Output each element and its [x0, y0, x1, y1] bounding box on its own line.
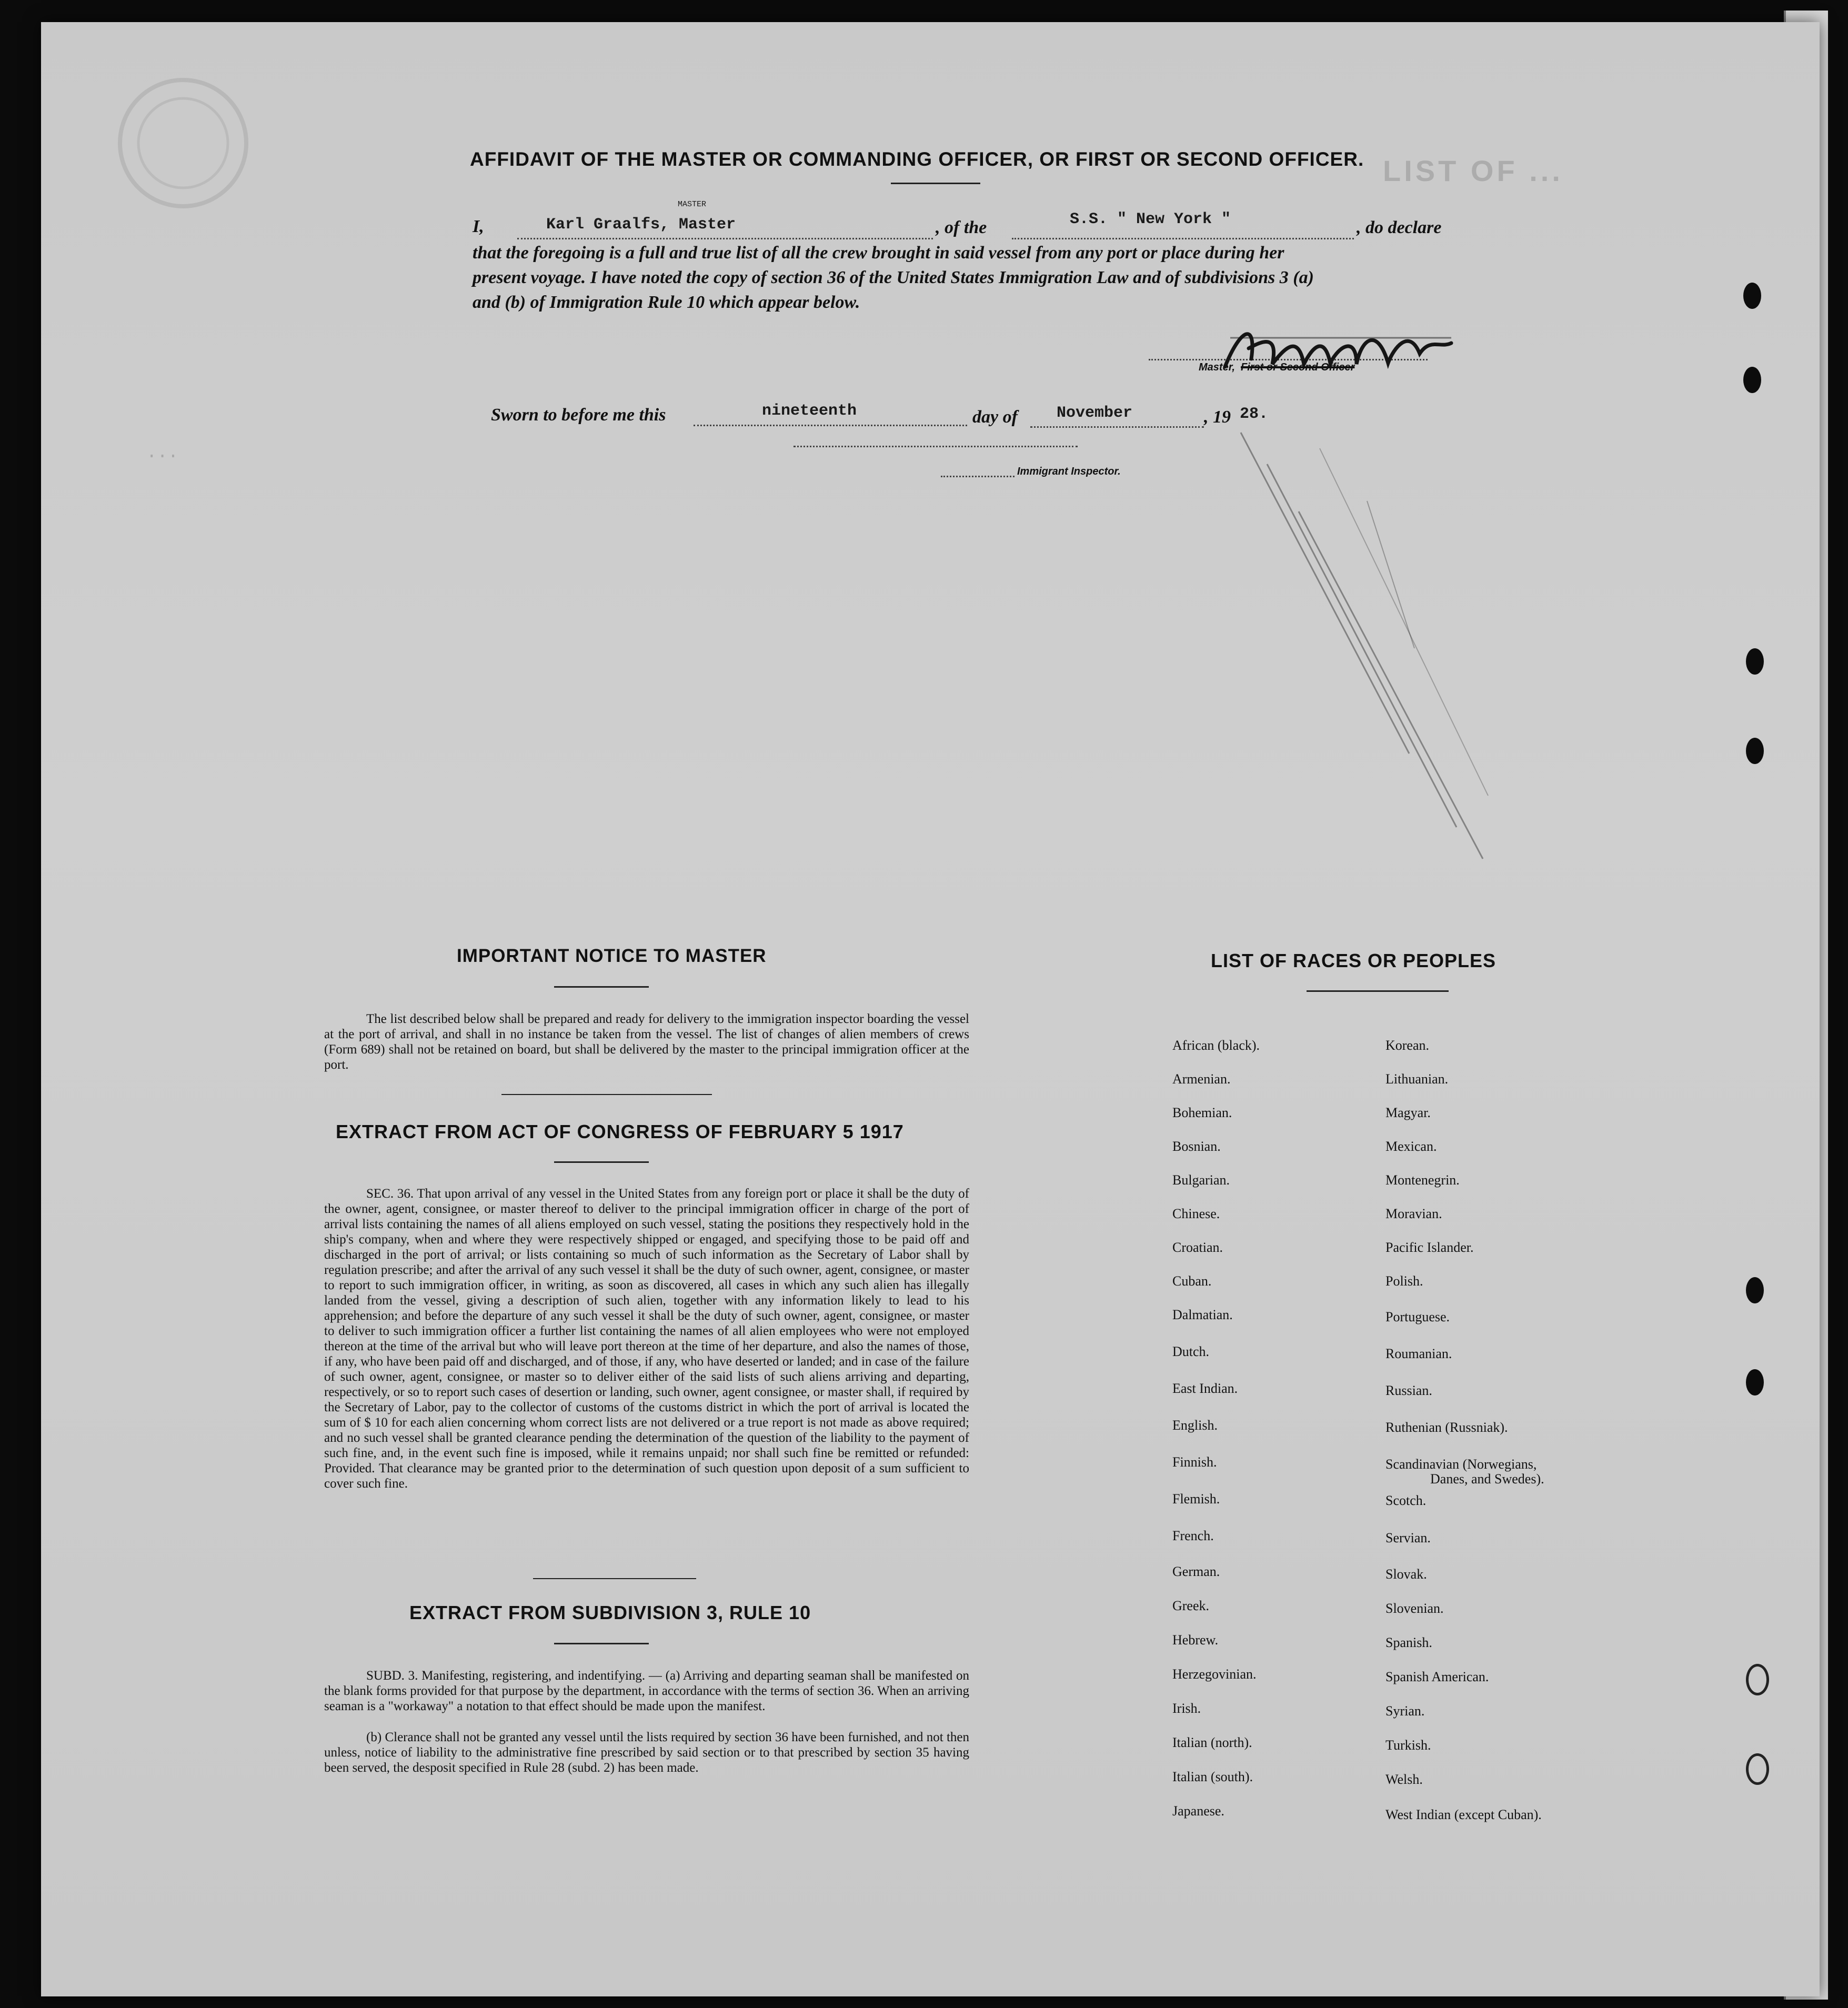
notice-divider: [501, 1094, 712, 1095]
declarant-name: Karl Graalfs, Master: [546, 216, 736, 234]
inspector-caption-line: [941, 476, 1015, 477]
inspector-caption: Immigrant Inspector.: [1017, 466, 1121, 477]
act-extract-title-rule: [554, 1161, 649, 1163]
bleed-through-title: LIST OF ...: [1383, 154, 1563, 187]
notice-title: IMPORTANT NOTICE TO MASTER: [457, 946, 767, 966]
notice-text: The list described below shall be prepared and ready for delivery to the immigration inspector boarding the vessel at the port of arrival, and shall in no instance be taken from the vessel. The list of changes of alien members of crews (Form 689) shall not be retained on board, but shall be delivered by the master to the principal immigration officer at the port.: [324, 1012, 969, 1072]
sworn-month-line: [1030, 426, 1204, 428]
race-item: Hebrew.: [1172, 1632, 1219, 1648]
race-item: African (black).: [1172, 1038, 1260, 1053]
race-item: Italian (south).: [1172, 1769, 1253, 1784]
race-item: Syrian.: [1385, 1703, 1425, 1719]
embossed-seal: [104, 64, 262, 222]
affidavit-title: AFFIDAVIT OF THE MASTER OR COMMANDING OFFICER, OR FIRST OR SECOND OFFICER.: [470, 148, 1364, 170]
race-item: English.: [1172, 1418, 1218, 1433]
day-of-label: day of: [972, 407, 1018, 427]
race-item: Spanish American.: [1385, 1669, 1489, 1684]
binding-hole: [1743, 367, 1761, 393]
binding-hole: [1746, 1664, 1769, 1695]
affidavit-line-4: and (b) of Immigration Rule 10 which appear below.: [473, 293, 860, 312]
binding-hole: [1746, 1369, 1764, 1395]
race-item: Scotch.: [1385, 1493, 1427, 1508]
act-extract-divider: [533, 1578, 696, 1579]
of-the-label: , of the: [936, 218, 987, 237]
race-item: Japanese.: [1172, 1803, 1224, 1819]
sworn-year: 28.: [1240, 405, 1269, 423]
declarant-note: MASTER: [678, 200, 707, 209]
race-item: French.: [1172, 1528, 1214, 1543]
race-item: Croatian.: [1172, 1240, 1223, 1255]
binding-hole: [1746, 1753, 1769, 1785]
race-item: Greek.: [1172, 1598, 1210, 1613]
sworn-day: nineteenth: [762, 402, 857, 420]
race-item: Pacific Islander.: [1385, 1240, 1474, 1255]
binding-hole: [1746, 738, 1764, 764]
race-item: Ruthenian (Russniak).: [1385, 1420, 1508, 1435]
race-item: Danes, and Swedes).: [1430, 1471, 1544, 1487]
sworn-day-line: [694, 425, 967, 426]
race-item: German.: [1172, 1564, 1220, 1579]
race-item: Bosnian.: [1172, 1139, 1221, 1154]
sworn-month: November: [1057, 404, 1133, 422]
race-item: Bohemian.: [1172, 1105, 1232, 1120]
race-item: Lithuanian.: [1385, 1071, 1449, 1087]
race-item: Scandinavian (Norwegians,: [1385, 1457, 1537, 1472]
race-item: Bulgarian.: [1172, 1172, 1230, 1188]
race-item: Slovenian.: [1385, 1601, 1444, 1616]
binding-hole: [1746, 648, 1764, 675]
race-item: Dalmatian.: [1172, 1307, 1233, 1322]
affidavit-title-rule: [891, 183, 980, 184]
race-item: Spanish.: [1385, 1635, 1432, 1650]
inspector-signature-line: [794, 446, 1078, 447]
race-item: Finnish.: [1172, 1454, 1217, 1470]
binding-hole: [1743, 283, 1761, 309]
race-item: Servian.: [1385, 1530, 1431, 1545]
race-item: Flemish.: [1172, 1491, 1220, 1507]
affidavit-line-3: present voyage. I have noted the copy of section 36 of the United States Immigration Law and of subdivisions 3 (a): [473, 268, 1314, 287]
race-item: Italian (north).: [1172, 1735, 1252, 1750]
race-item: Montenegrin.: [1385, 1172, 1460, 1188]
affidavit-line-2: that the foregoing is a full and true list of all the crew brought in said vessel from any port or place during her: [473, 243, 1284, 263]
races-title: LIST OF RACES OR PEOPLES: [1211, 950, 1497, 971]
rule-extract-title-rule: [554, 1643, 649, 1644]
race-item: Moravian.: [1385, 1206, 1442, 1221]
document-page: LIST OF ... ... AFFIDAVIT OF THE MASTER OR COMMANDING OFFICER, OR FIRST OR SECOND OFFICER. I, Karl Graalfs, Master MASTER , of the S.S. " New York " , do declare that the foregoing is a full and true list of all the crew brought in said vessel from any port or place during her present voyage. I have noted the copy of section 36 of the United States Immigration Law and of subdivisions 3 (a) and (b) of Immigration Rule 10 which appear below. Master, First or Second Officer Sworn to before me this nineteenth day of November , 19 28. Immigrant Inspector. IMPORTANT NOTICE TO MASTER The list described below shall be prepared and ready for delivery to the immigration inspector boarding the vessel at the port of arrival, and shall in no instance be taken from the vessel. The list of changes of alien members of crews (Form 689) shall not be retained on board, but shall be delivered by the master to the principal immigration officer at the port. EXTRACT FROM ACT OF CONGRESS OF FEBRUARY 5 1917 SEC. 36. That upon arrival of any vessel in the United States from any foreign port or place it shall be the duty of the owner, agent, consignee, or master thereof to deliver to the principal immigration officer in charge of the port of arrival lists containing the names of all aliens employed on such vessel, stating the positions they respectively hold in the ship's company, when and where they were respectively shipped or engaged, and specifying those to be paid off and discharged in the port of arrival; or lists containing so much of such information as the Secretary of Labor shall by regulation prescribe; and after the arrival of any such vessel it shall be the duty of such owner, agent, consignee, or master to report to such immigration officer, in writing, as soon as discovered, all cases in which any such alien has illegally landed from the vessel, giving a description of such alien, together with any information likely to lead to his apprehension; and before the departure of any such vessel it shall be the duty of such owner, agent, consignee, or master to deliver to such immigration officer a further list containing the names of all alien employees who were not employed thereon at the time of the arrival but who will leave port thereon at the time of her departure, and also the names of those, if any, who have been paid off and discharged, and of those, if any, who have deserted or landed; and in case of the failure of such owner, agent, consignee, or master so to deliver either of the said lists of such aliens arriving and departing, respectively, or so to report such cases of desertion or landing, such owner, agent consignee, or master shall, if required by the Secretary of Labor, pay to the collector of customs of the customs district in which the port of arrival is located the sum of $ 10 for each alien concerning whom correct lists are not delivered or a true report is not made as above required; and no such vessel shall be granted clearance pending the determination of the question of the liability to the payment of such fine, and, in the event such fine is imposed, while it remains unpaid; nor shall such fine be remitted or refunded: Provided. That clearance may be granted prior to the determination of such question upon deposit of a sum sufficient to cover such fine. EXTRACT FROM SUBDIVISION 3, RULE 10 SUBD. 3. Manifesting, registering, and indentifying. — (a) Arriving and departing seaman shall be manifested on the blank forms provided for that purpose by the department, in accordance with the terms of section 36. When an arriving seaman is a "workaway" a notation to that effect should be made upon the manifest. (b) Clerance shall not be granted any vessel until the lists required by section 36 have been furnished, and not then unless, notice of liability to the administrative fine prescribed by said section or to that prescribed by section 35 having been served, the desposit specified in Rule 28 (subd. 2) has been made. LIST OF RACES OR PEOPLES African (black). Armenian. Bohemian. Bosnian. Bulgarian. Chinese. Croatian. Cuban. Dalmatian. Dutch. East Indian. English. Finnish. Flemish. French. German. Greek. Hebrew. Herzegovinian. Irish. Italian (north). Italian (south). Japanese. Korean. Lithuanian. Magyar. Mexican. Montenegrin. Moravian. Pacific Islander. Polish. Portuguese. Roumanian. Russian. Ruthenian (Russniak). Scandinavian (Norwegians, Danes, and Swedes). Scotch. Servian. Slovak. Slovenian. Spanish. Spanish American. Syrian. Turkish. Welsh. West Indian (except Cuban).: [41, 22, 1820, 1996]
sworn-prefix: Sworn to before me this: [491, 405, 666, 425]
vessel-name: S.S. " New York ": [1070, 210, 1231, 228]
vessel-line: [1012, 238, 1354, 239]
act-extract-text: SEC. 36. That upon arrival of any vessel in the United States from any foreign port or place it shall be the duty of the owner, agent, consignee, or master thereof to deliver to the principal immigration officer in charge of the port of arrival lists containing the names of all aliens employed on such vessel, stating the positions they respectively hold in the ship's company, when and where they were respectively shipped or engaged, and specifying those to be paid off and discharged in the port of arrival; or lists containing so much of such information as the Secretary of Labor shall by regulation prescribe; and after the arrival of any such vessel it shall be the duty of such owner, agent, consignee, or master to report to such immigration officer, in writing, as soon as discovered, all cases in which any such alien has illegally landed from the vessel, giving a description of such alien, together with any information likely to lead to his apprehension; and before the departure of any such vessel it shall be the duty of such owner, agent, consignee, or master to deliver to such immigration officer a further list containing the names of all alien employees who were not employed thereon at the time of the arrival but who will leave port thereon at the time of her departure, and also the names of those, if any, who have been paid off and discharged, and of those, if any, who have deserted or landed; and in case of the failure of such owner, agent, consignee, or master so to deliver either of the said lists of such aliens arriving and departing, respectively, or so to report such cases of desertion or landing, such owner, agent consignee, or master shall, if required by the Secretary of Labor, pay to the collector of customs of the customs district in which the port of arrival is located the sum of $ 10 for each alien concerning whom correct lists are not delivered or a true report is not made as above required; and no such vessel shall be granted clearance pending the determination of the question of the liability to the payment of such fine, and, in the event such fine is imposed, while it remains unpaid; nor shall such fine be remitted or refunded: Provided. That clearance may be granted prior to the determination of such question upon deposit of a sum sufficient to cover such fine.: [324, 1187, 969, 1491]
declarant-line: [517, 238, 933, 239]
declarant-prefix: I,: [473, 217, 484, 236]
race-item: Russian.: [1385, 1383, 1432, 1398]
do-declare-label: , do declare: [1357, 218, 1442, 237]
race-item: Herzegovinian.: [1172, 1666, 1257, 1682]
act-extract-title: EXTRACT FROM ACT OF CONGRESS OF FEBRUARY 5 1917: [336, 1121, 904, 1142]
race-item: Magyar.: [1385, 1105, 1431, 1120]
binding-hole: [1746, 1277, 1764, 1303]
race-item: Turkish.: [1385, 1738, 1431, 1753]
races-title-rule: [1307, 990, 1449, 992]
race-item: Armenian.: [1172, 1071, 1231, 1087]
race-item: Chinese.: [1172, 1206, 1220, 1221]
race-item: Slovak.: [1385, 1567, 1427, 1582]
race-item: Cuban.: [1172, 1273, 1212, 1289]
race-item: East Indian.: [1172, 1381, 1238, 1396]
rule-extract-title: EXTRACT FROM SUBDIVISION 3, RULE 10: [409, 1602, 811, 1623]
race-item: Dutch.: [1172, 1344, 1210, 1359]
rule-extract-text-a: SUBD. 3. Manifesting, registering, and indentifying. — (a) Arriving and departing seaman shall be manifested on the blank forms provided for that purpose by the department, in accordance with the terms of section 36. When an arriving seaman is a "workaway" a notation to that effect should be made upon the manifest.: [324, 1669, 969, 1713]
race-item: Irish.: [1172, 1701, 1201, 1716]
notice-title-rule: [554, 986, 649, 988]
signature-caption: Master,: [1199, 362, 1235, 373]
race-item: Roumanian.: [1385, 1346, 1452, 1361]
rule-extract-text-b: (b) Clerance shall not be granted any vessel until the lists required by section 36 have been furnished, and not then unless, notice of liability to the administrative fine prescribed by said section or to that prescribed by section 35 having been served, the desposit specified in Rule 28 (subd. 2) has been made.: [324, 1730, 969, 1775]
race-item: Mexican.: [1385, 1139, 1437, 1154]
race-item: Polish.: [1385, 1273, 1423, 1289]
struck-officer-title: First or Second Officer: [1241, 362, 1355, 373]
race-item: Korean.: [1385, 1038, 1430, 1053]
pencil-marks: [1236, 427, 1530, 869]
sworn-year-prefix: , 19: [1204, 407, 1231, 427]
race-item: Portuguese.: [1385, 1309, 1450, 1324]
race-item: Welsh.: [1385, 1772, 1423, 1787]
race-item: West Indian (except Cuban).: [1385, 1807, 1542, 1822]
